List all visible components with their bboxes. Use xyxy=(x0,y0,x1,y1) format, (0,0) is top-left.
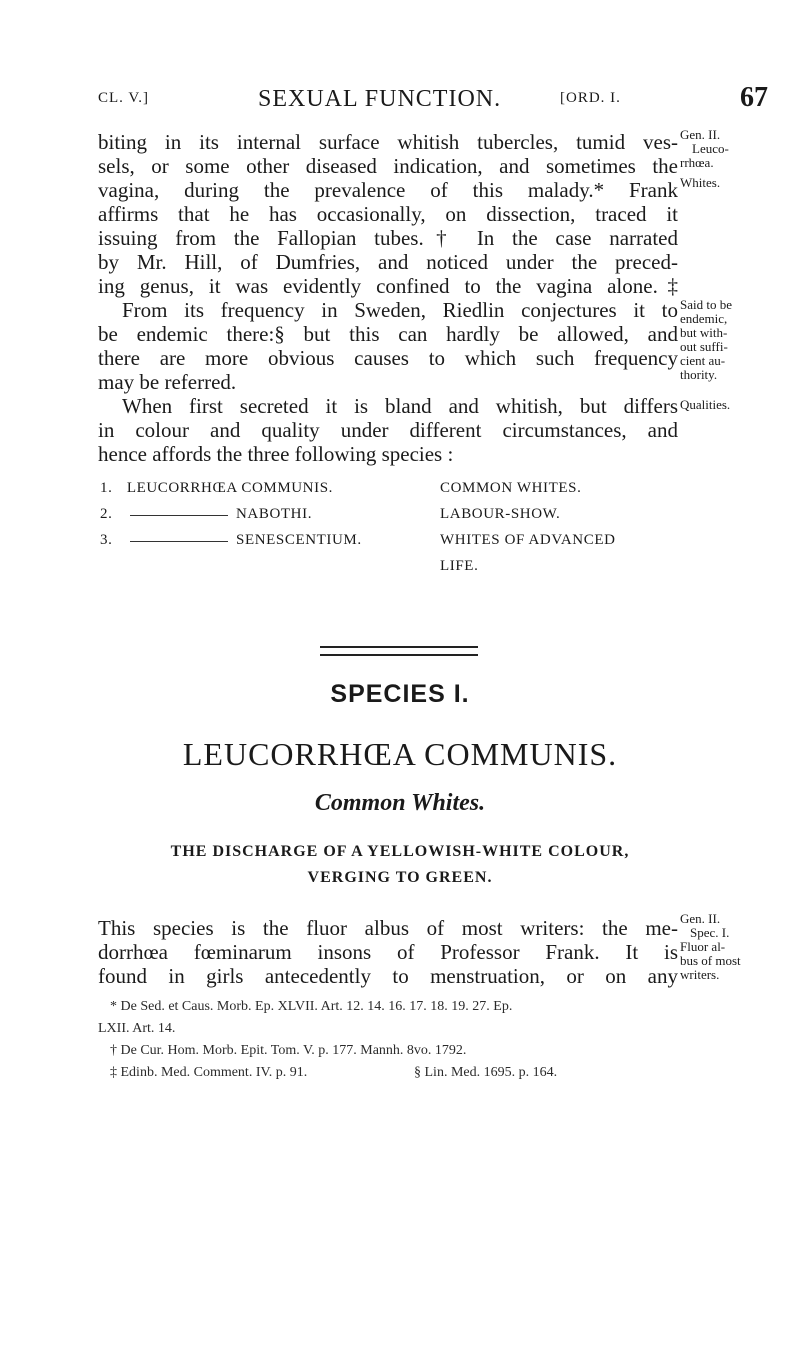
text-line: biting in its internal surface whitish tubercles, tumid ves- xyxy=(98,130,678,154)
list-latin: NABOTHI. xyxy=(236,506,313,522)
species-title: SPECIES I. xyxy=(330,680,470,708)
margin-line: endemic, xyxy=(680,311,728,326)
list-english: WHITES OF ADVANCED xyxy=(440,532,616,548)
list-english: COMMON WHITES. xyxy=(440,480,582,496)
text-line: sels, or some other diseased indication, and sometimes the xyxy=(98,154,678,178)
text-line: issuing from the Fallopian tubes.† In the case narrated xyxy=(98,226,678,250)
margin-line: Said to be xyxy=(680,297,732,312)
text-line: found in girls antecedently to menstruation, or on any xyxy=(98,964,678,988)
list-latin: SENESCENTIUM. xyxy=(236,532,362,548)
species-description-2: VERGING TO GREEN. xyxy=(307,869,493,886)
text-line: ing genus, it was evidently confined to the vagina alone.‡ xyxy=(98,274,678,298)
header-order: [ORD. I. xyxy=(560,90,621,106)
margin-line: rrhœa. xyxy=(680,155,714,170)
list-english-cont: LIFE. xyxy=(440,558,479,574)
text-line: be endemic there:§ but this can hardly be allowed, and xyxy=(98,322,678,346)
list-english: LABOUR-SHOW. xyxy=(440,506,561,522)
text-line: When first secreted it is bland and whitish, but differs xyxy=(122,394,678,418)
margin-line: out suffi- xyxy=(680,339,728,354)
section-divider xyxy=(320,646,478,656)
margin-line: bus of most xyxy=(680,953,741,968)
footnote: ‡ Edinb. Med. Comment. IV. p. 91. xyxy=(110,1065,308,1080)
margin-note-qualities xyxy=(680,398,790,412)
text-line: dorrhœa fœminarum insons of Professor Frank. It is xyxy=(98,940,678,964)
margin-line: Leuco- xyxy=(692,141,729,156)
margin-line: writers. xyxy=(680,967,720,982)
margin-line: Gen. II. xyxy=(680,911,721,926)
margin-line: cient au- xyxy=(680,353,726,368)
text-line: hence affords the three following species : xyxy=(98,442,454,466)
list-item xyxy=(100,480,333,497)
text-line: may be referred. xyxy=(98,370,237,394)
header-title: SEXUAL FUNCTION. xyxy=(258,86,502,112)
footnote: § Lin. Med. 1695. p. 164. xyxy=(414,1065,558,1080)
margin-line: but with- xyxy=(680,325,728,340)
text-line: vagina, during the prevalence of this malady.* Frank xyxy=(98,178,678,202)
margin-line: Whites. xyxy=(680,175,721,190)
text-line: by Mr. Hill, of Dumfries, and noticed under the preced- xyxy=(98,250,678,274)
header-chapter: CL. V.] xyxy=(98,90,150,106)
footnote: † De Cur. Hom. Morb. Epit. Tom. V. p. 177. Mannh. 8vo. 1792. xyxy=(110,1043,467,1058)
text-line: in colour and quality under different circumstances, and xyxy=(98,418,678,442)
margin-line: Spec. I. xyxy=(690,925,730,940)
footnote: * De Sed. et Caus. Morb. Ep. XLVII. Art. 12. 14. 16. 17. 18. 19. 27. Ep. xyxy=(110,999,513,1014)
margin-note-genus xyxy=(680,128,790,190)
list-latin: LEUCORRHŒA COMMUNIS. xyxy=(126,480,334,496)
text-line: From its frequency in Sweden, Riedlin conjectures it to xyxy=(122,298,678,322)
margin-line: Fluor al- xyxy=(680,939,726,954)
list-number: 2. xyxy=(100,506,113,522)
margin-note-species xyxy=(680,912,790,982)
text-line: there are more obvious causes to which such frequency xyxy=(98,346,678,370)
ditto-rule xyxy=(130,515,228,516)
ditto-rule xyxy=(130,541,228,542)
species-description-1: THE DISCHARGE OF A YELLOWISH-WHITE COLOUR, xyxy=(170,843,630,860)
running-header xyxy=(0,82,800,116)
margin-note-endemic xyxy=(680,298,790,382)
page-number: 67 xyxy=(740,82,768,113)
list-number: 3. xyxy=(100,532,113,548)
species-name: LEUCORRHŒA COMMUNIS. xyxy=(182,736,618,772)
margin-line: thority. xyxy=(680,367,718,382)
footnote: LXII. Art. 14. xyxy=(98,1021,176,1036)
list-number: 1. xyxy=(100,480,113,496)
margin-line: Qualities. xyxy=(680,397,731,412)
margin-line: Gen. II. xyxy=(680,127,721,142)
text-line: This species is the fluor albus of most writers: the me- xyxy=(98,916,678,940)
text-line: affirms that he has occasionally, on dissection, traced it xyxy=(98,202,678,226)
species-common-name: Common Whites. xyxy=(314,790,486,816)
